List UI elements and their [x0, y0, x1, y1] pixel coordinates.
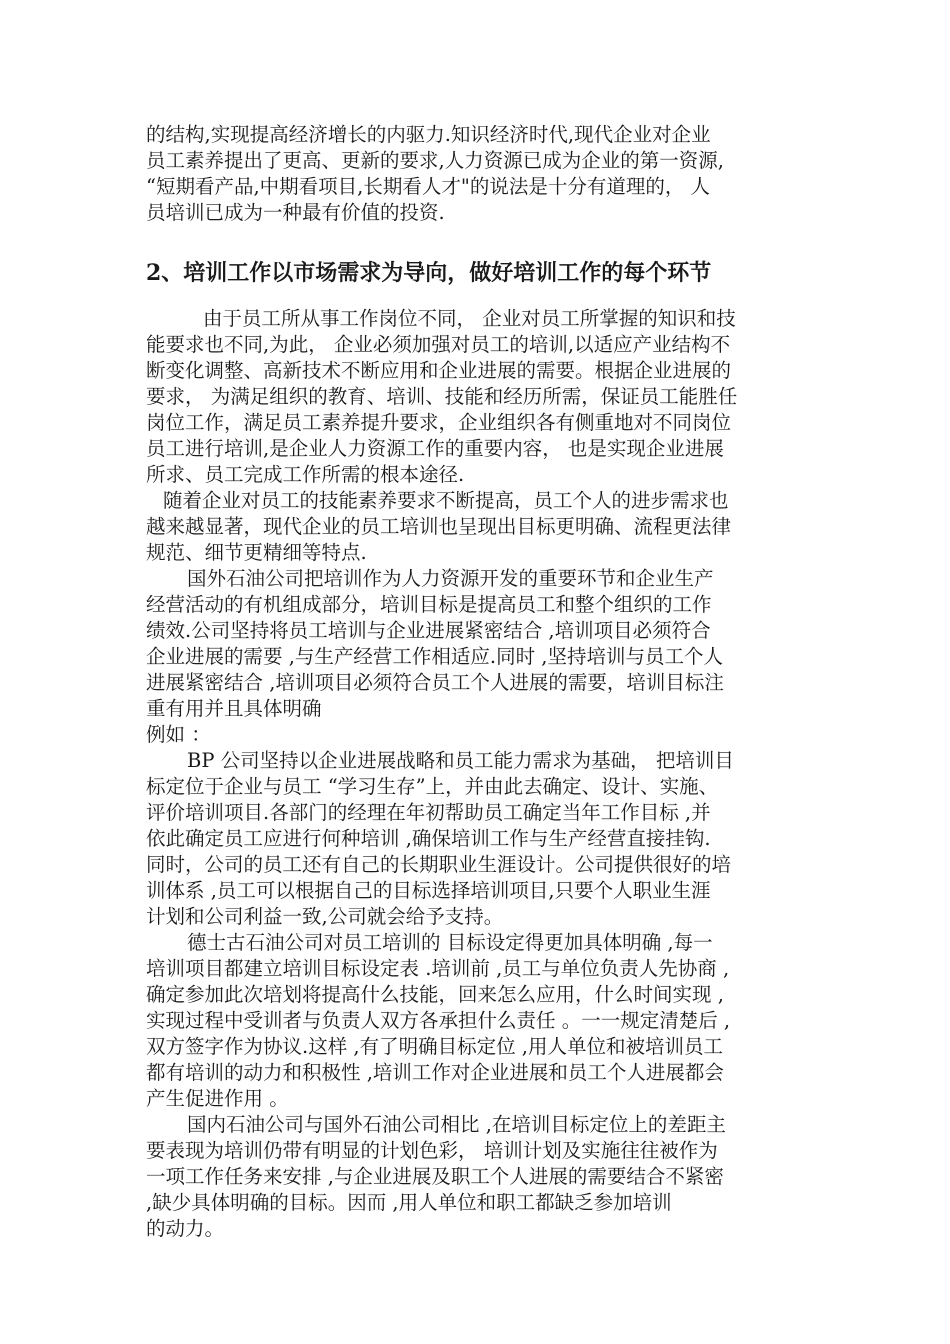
text-line: 德士古石油公司对员工培训的 目标设定得更加具体明确 ,每一 — [187, 931, 713, 954]
text-line: 一项工作任务来安排 ,与企业进展及职工个人进展的需要结合不紧密 — [146, 1165, 724, 1188]
text-line: 的动力。 — [146, 1217, 225, 1240]
text-line: BP 公司坚持以企业进展战略和员工能力需求为基础， 把培训目 — [187, 749, 734, 772]
text-line: 员工进行培训,是企业人力资源工作的重要内容， 也是实现企业进展 — [146, 437, 724, 460]
section-heading: 2、培训工作以市场需求为导向，做好培训工作的每个环节 — [146, 260, 712, 286]
text-line: 实现过程中受训者与负责人双方各承担什么责任 。一一规定清楚后 , — [146, 1009, 731, 1032]
text-line: 由于员工所从事工作岗位不同， 企业对员工所掌握的知识和技 — [203, 307, 736, 330]
text-line: 确定参加此次培划将提高什么技能，回来怎么应用，什么时间实现 , — [146, 983, 724, 1006]
text-line: 例如 ： — [146, 723, 211, 746]
text-line: 要表现为培训仍带有明显的计划色彩， 培训计划及实施往往被作为 — [146, 1139, 718, 1162]
text-line: 标定位于企业与员工 “学习生存”上，并由此去确定、设计、实施、 — [146, 775, 719, 798]
text-line: 评价培训项目.各部门的经理在年初帮助员工确定当年工作目标 ,并 — [146, 801, 711, 824]
text-line: 所求、员工完成工作所需的根本途径. — [146, 463, 465, 486]
text-line: 同时，公司的员工还有自己的长期职业生涯设计。公司提供很好的培 — [146, 853, 732, 876]
text-line: 企业进展的需要 ,与生产经营工作相适应.同时 ,坚持培训与员工个人 — [146, 645, 723, 668]
text-line: 规范、细节更精细等特点. — [146, 541, 367, 564]
text-line: 重有用并且具体明确 — [146, 697, 322, 720]
text-line: 培训项目都建立培训目标设定表 .培训前 ,员工与单位负责人先协商 , — [146, 957, 730, 980]
text-line: 断变化调整、高新技术不断应用和企业进展的需要。根据企业进展的 — [146, 359, 732, 382]
text-line: 要求， 为满足组织的教育、培训、技能和经历所需，保证员工能胜任 — [146, 385, 738, 408]
text-line: 进展紧密结合 ,培训项目必须符合员工个人进展的需要，培训目标注 — [146, 671, 724, 694]
text-line: 都有培训的动力和积极性 ,培训工作对企业进展和员工个人进展都会 — [146, 1061, 724, 1084]
text-line: ,缺少具体明确的目标。因而 ,用人单位和职工都缺乏参加培训 — [146, 1191, 672, 1214]
text-line: 越来越显著，现代企业的员工培训也呈现出目标更明确、流程更法律 — [146, 515, 732, 538]
text-line: 能要求也不同,为此， 企业必须加强对员工的培训,以适应产业结构不 — [146, 333, 731, 356]
text-line: 绩效.公司坚持将员工培训与企业进展紧密结合 ,培训项目必须符合 — [146, 619, 711, 642]
text-line: 随着企业对员工的技能素养要求不断提高，员工个人的进步需求也 — [163, 489, 729, 512]
text-line: 岗位工作，满足员工素养提升要求，企业组织各有侧重地对不同岗位 — [146, 411, 732, 434]
text-line: 依此确定员工应进行何种培训 ,确保培训工作与生产经营直接挂钩. — [146, 827, 711, 850]
text-line: 员工素养提出了更高、更新的要求,人力资源已成为企业的第一资源, — [146, 149, 724, 172]
text-line: 国外石油公司把培训作为人力资源开发的重要环节和企业生产 — [187, 567, 714, 590]
text-line: 经营活动的有机组成部分，培训目标是提高员工和整个组织的工作 — [146, 593, 712, 616]
text-line: 计划和公司利益一致,公司就会给予支持。 — [146, 905, 504, 928]
text-line: “短期看产品,中期看项目,长期看人才"的说法是十分有道理的， 人 — [146, 175, 711, 198]
text-line: 员培训已成为一种最有价值的投资. — [146, 201, 445, 224]
text-line: 的结构,实现提高经济增长的内驱力.知识经济时代,现代企业对企业 — [146, 123, 711, 146]
text-line: 双方签字作为协议.这样 ,有了明确目标定位 ,用人单位和被培训员工 — [146, 1035, 723, 1058]
text-line: 训体系 ,员工可以根据自己的目标选择培训项目,只要个人职业生涯 — [146, 879, 711, 902]
text-line: 国内石油公司与国外石油公司相比 ,在培训目标定位上的差距主 — [187, 1113, 726, 1136]
text-line: 产生促进作用 。 — [146, 1087, 289, 1110]
